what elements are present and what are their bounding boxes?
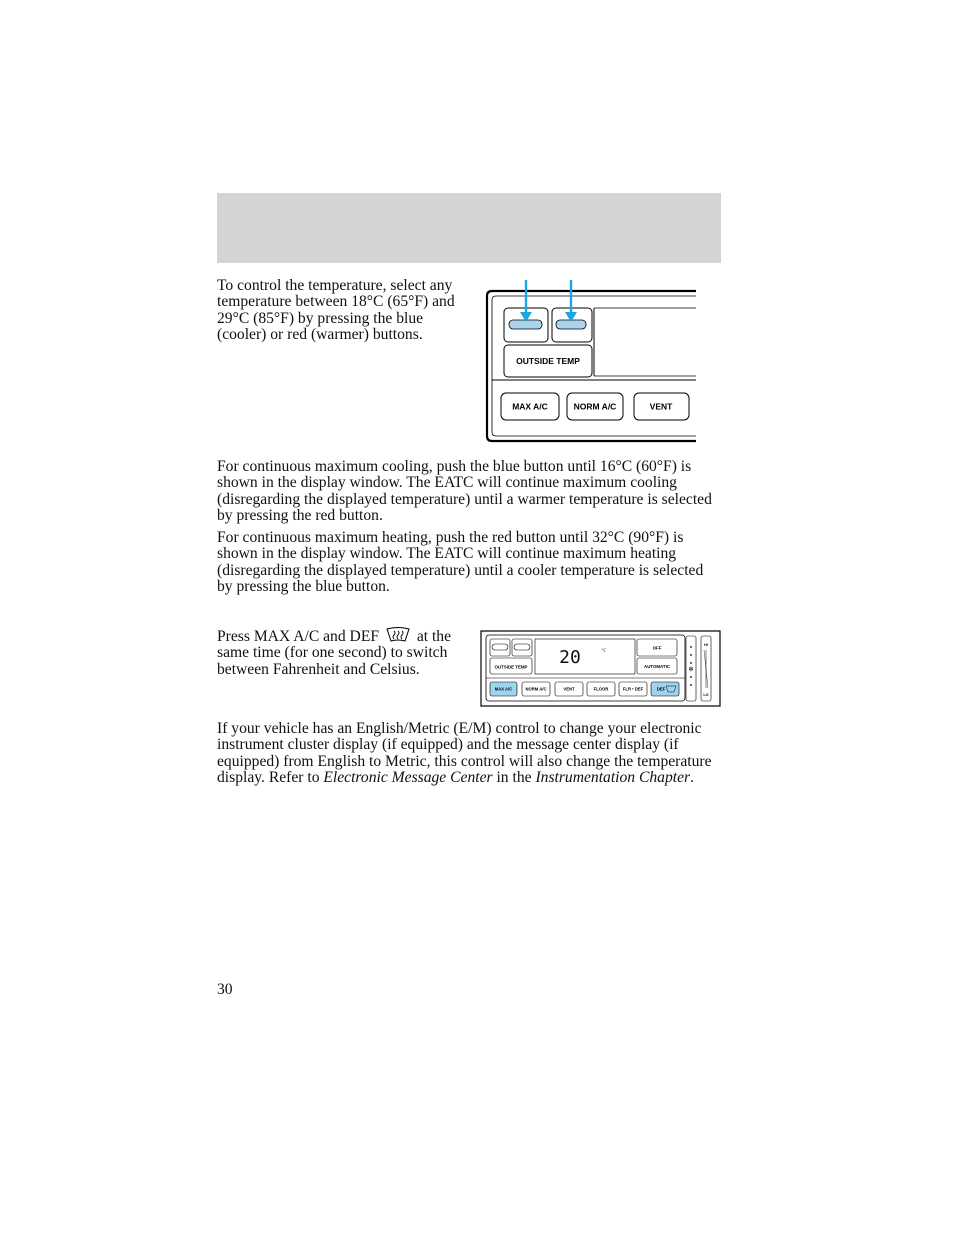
em-text-end: . [690, 768, 694, 786]
units-switch-text-after: at the same time (for one second) to switch between Fahrenheit and Celsius. [217, 628, 452, 678]
floor-defrost-label: FLR • DEF [622, 686, 644, 692]
em-text-before: If your vehicle has an English/Metric (E/M) control to change your electronic instrument cluster display (if equipped) and the message center display (if equipped) from English to Metric, this control will also change the temperature display. Refer to [217, 720, 712, 786]
automatic-button[interactable] [637, 658, 677, 674]
norm-ac-label: NORM A/C [525, 686, 547, 692]
units-switch-text-before: Press MAX A/C and DEF [217, 628, 380, 645]
floor-label: FLOOR [593, 686, 609, 692]
climate-control-panel-figure [480, 630, 721, 707]
automatic-label: AUTOMATIC [644, 664, 670, 669]
hi-label: HI [704, 643, 708, 647]
vent-label: VENT [649, 401, 673, 412]
outside-temp-button[interactable] [504, 345, 592, 377]
vent-label: VENT [563, 686, 575, 692]
defrost-button[interactable] [651, 682, 679, 696]
fan-speed-control[interactable] [686, 636, 696, 701]
fan-icon: ✻ [688, 666, 694, 673]
temperature-buttons-figure [484, 278, 700, 444]
section-header-band [217, 193, 721, 263]
max-ac-button[interactable] [490, 682, 517, 696]
temperature-display [535, 639, 635, 674]
outside-temp-label: OUTSIDE TEMP [516, 356, 580, 366]
red-warmer-button[interactable] [512, 639, 532, 656]
display-unit: °C [601, 648, 606, 653]
max-heating-paragraph: For continuous maximum heating, push the red button until 32°C (90°F) is shown in the display window. The EATC will continue maximum heating (disregarding the displayed temperature) until a cooler temperature is selected by pressing the blue button. [217, 529, 704, 595]
electronic-message-center-link: Electronic Message Center [323, 768, 493, 786]
instrumentation-chapter-link: Instrumentation Chapter [535, 768, 691, 786]
off-label: OFF [652, 645, 662, 651]
max-ac-label: MAX A/C [512, 401, 548, 412]
outside-temp-label: OUTSIDE TEMP [494, 664, 528, 670]
display-temperature: 20 [559, 647, 581, 668]
hi-lo-scale [701, 636, 711, 701]
floor-defrost-button[interactable] [619, 682, 647, 696]
off-button[interactable] [637, 639, 677, 656]
max-ac-button[interactable] [501, 393, 559, 420]
norm-ac-label: NORM A/C [573, 401, 617, 412]
temperature-range-paragraph: To control the temperature, select any temperature between 18°C (65°F) and 29°C (85°F) by pressing the blue (cooler) or red (warmer) buttons. [217, 277, 455, 343]
max-ac-label: MAX A/C [494, 686, 513, 692]
vent-button[interactable] [634, 393, 689, 420]
defrost-label: DEF [656, 686, 666, 692]
english-metric-paragraph [217, 721, 722, 786]
lo-label: LO [703, 693, 709, 697]
norm-ac-button[interactable] [522, 682, 550, 696]
max-cooling-paragraph: For continuous maximum cooling, push the blue button until 16°C (60°F) is shown in the display window. The EATC will continue maximum cooling (disregarding the displayed temperature) until a warmer temperature is selected by pressing the red button. [217, 458, 712, 524]
blue-cooler-button[interactable] [490, 639, 510, 656]
page-number: 30 [217, 981, 233, 998]
floor-button[interactable] [587, 682, 615, 696]
outside-temp-button[interactable] [490, 658, 532, 674]
vent-button[interactable] [555, 682, 583, 696]
em-text-mid: in the [492, 768, 536, 786]
defrost-icon [383, 627, 413, 643]
units-switch-paragraph [217, 627, 467, 678]
norm-ac-button[interactable] [567, 393, 623, 420]
